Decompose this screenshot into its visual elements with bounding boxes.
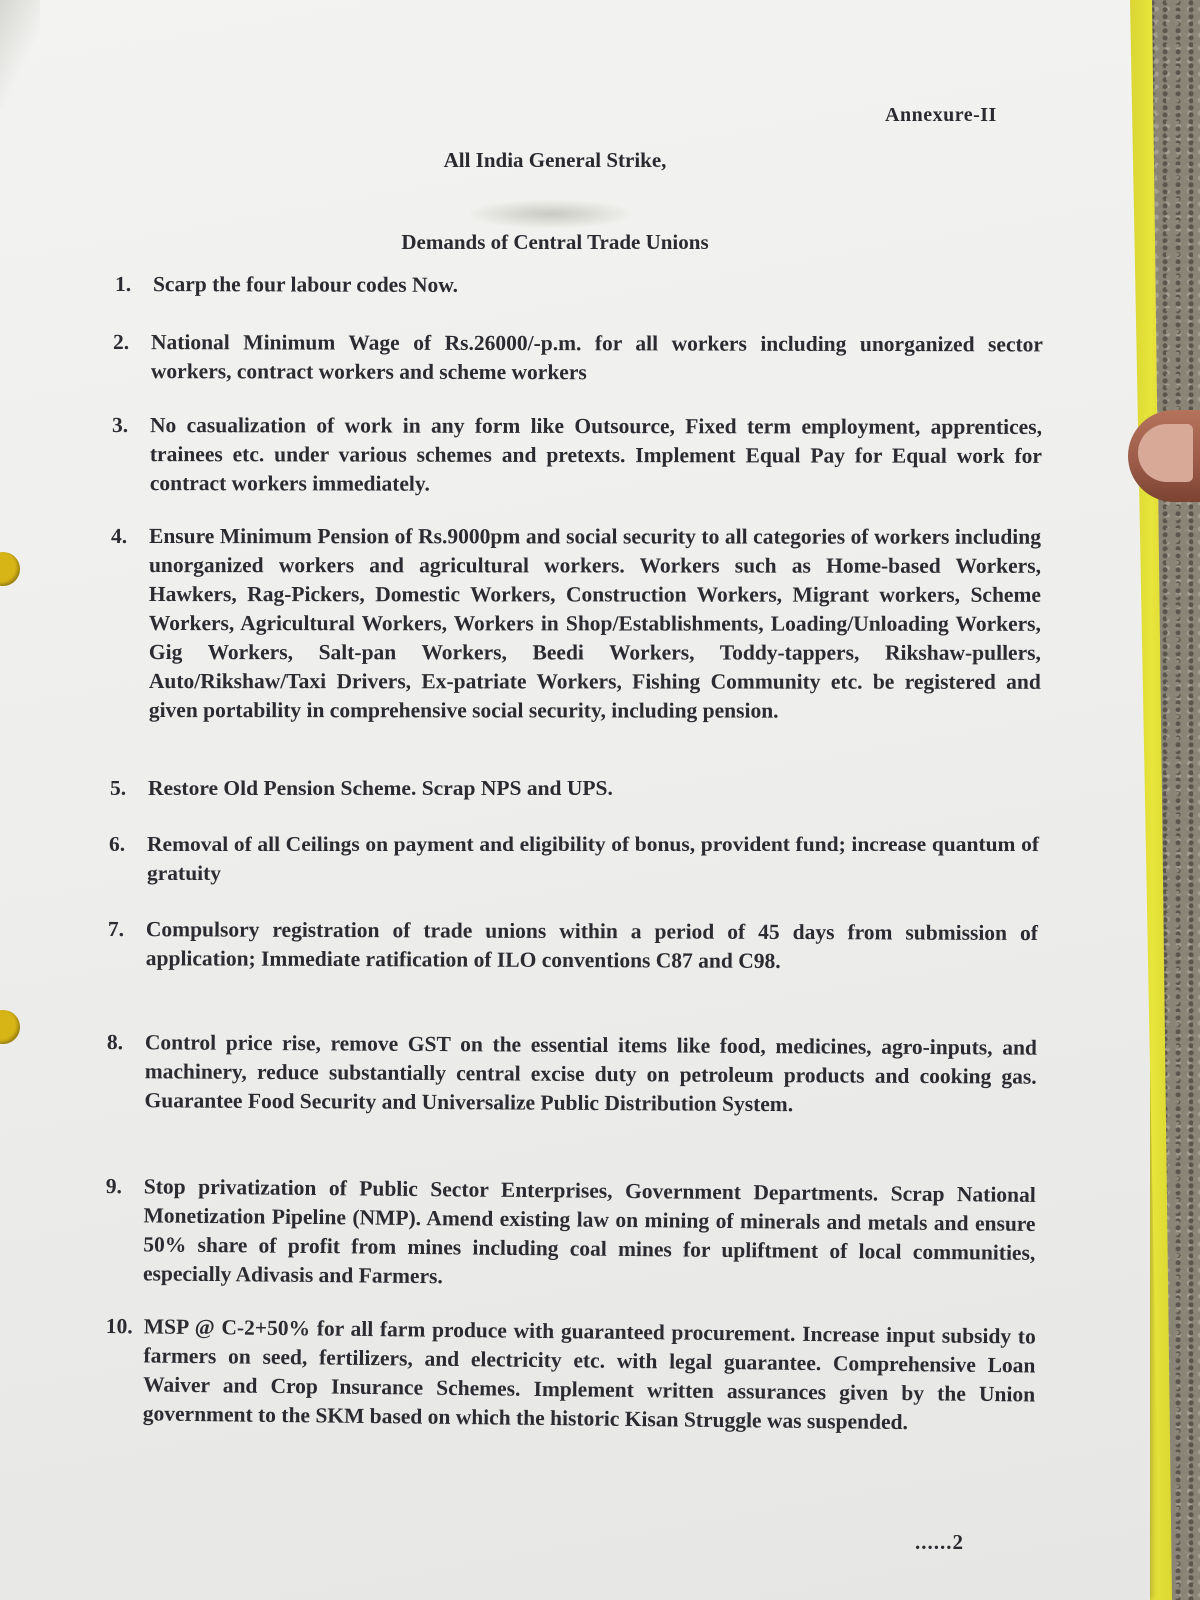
demand-text: Compulsory registration of trade unions within a period of 45 days from submission of application; Immediate ratification of ILO conventions C87 and C98. — [145, 917, 1038, 973]
demand-text: National Minimum Wage of Rs.26000/-p.m. for all workers including unorganized sector workers, contract workers and scheme workers — [150, 330, 1043, 385]
demand-text: Control price rise, remove GST on the essential items like food, medicines, agro-inputs, and machinery, reduce substantially central excise duty on petroleum products and cooking gas. Guarantee Food Security and Universalize Public Distribution System. — [144, 1030, 1037, 1117]
demand-text: Restore Old Pension Scheme. Scrap NPS and UPS. — [148, 776, 613, 800]
demand-text: Stop privatization of Public Sector Enterprises, Government Departments. Scrap National Monetization Pipeline (NMP). Amend existing law on mining of minerals and metals and ensure 50% share of profit from mines including coal mines for upliftment of local communities, especially Adivasis and Farmers. — [142, 1174, 1036, 1289]
demand-text: Scarp the four labour codes Now. — [152, 272, 458, 297]
demand-item — [110, 774, 1040, 803]
demand-number: 2. — [112, 330, 130, 355]
demand-text: Ensure Minimum Pension of Rs.9000pm and social security to all categories of workers including unorganized workers and agricultural workers. Workers such as Home-based Workers, Hawkers, Rag-Pickers, Domestic Workers, Construction Workers, Migrant workers, Scheme Workers, Agricultural Workers, Workers in Shop/Establishments, Loading/Unloading Workers, Gig Workers, Salt-pan Workers, Beedi Workers, Toddy-tappers, Rikshaw-pullers, Auto/Rikshaw/Taxi Drivers, Ex-patriate Workers, Fishing Community etc. be registered and given portability in comprehensive social security, including pension. — [148, 524, 1041, 723]
demand-number: 9. — [105, 1173, 123, 1199]
demand-item — [115, 270, 1045, 301]
demand-number: 1. — [114, 272, 132, 297]
annexure-label: Annexure-II — [885, 104, 997, 126]
demand-number: 6. — [109, 832, 126, 856]
demand-item — [112, 411, 1042, 500]
demand-item — [105, 1312, 1036, 1439]
demand-item — [111, 522, 1041, 726]
demand-number: 4. — [110, 524, 128, 549]
demand-number: 3. — [111, 413, 129, 438]
demand-item — [108, 915, 1038, 977]
demand-number: 10. — [105, 1313, 133, 1339]
demand-item — [106, 1028, 1037, 1121]
demand-number: 5. — [110, 776, 127, 800]
demands-title: Demands of Central Trade Unions — [401, 230, 709, 254]
demand-item — [113, 328, 1043, 388]
demand-number: 8. — [106, 1030, 124, 1055]
demand-item — [109, 830, 1039, 888]
demand-text: Removal of all Ceilings on payment and eligibility of bonus, provident fund; increase quantum of gratuity — [147, 832, 1039, 885]
demand-number: 7. — [107, 917, 125, 942]
strike-title: All India General Strike, — [443, 148, 667, 172]
demand-text: No casualization of work in any form like Outsource, Fixed term employment, apprentices, trainees etc. under various schemes and pretexts. Implement Equal Pay for Equal work for contract workers immediately. — [149, 413, 1042, 496]
demand-item — [105, 1172, 1036, 1297]
demand-text: MSP @ C-2+50% for all farm produce with guaranteed procurement. Increase input subsidy to farmers on seed, fertilizers, and electricity etc. with legal guarantee. Comprehensive Loan Waiver and Crop Insurance Schemes. Implement written assurances given by the Union government to the SKM based on which the historic Kisan Struggle was suspended. — [142, 1314, 1036, 1435]
next-page-marker: ......2 — [915, 1530, 964, 1554]
